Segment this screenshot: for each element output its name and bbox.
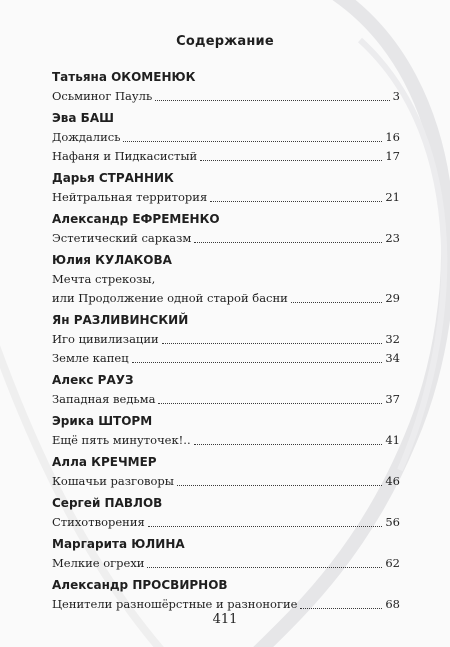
toc-entry (52, 349, 400, 368)
toc-entry-page: 62 (385, 556, 400, 570)
toc-author: Алекс РАУЗ (52, 373, 134, 387)
dot-leader (200, 159, 382, 161)
toc-author: Эва БАШ (52, 111, 114, 125)
toc-entry-page: 37 (385, 392, 400, 406)
dot-leader (162, 342, 383, 344)
toc-entry (52, 128, 400, 147)
dot-leader (177, 484, 382, 486)
toc-author: Дарья СТРАННИК (52, 171, 174, 185)
toc-author: Татьяна ОКОМЕНЮК (52, 70, 196, 84)
toc-entry-title-line: Мечта стрекозы, (52, 272, 156, 286)
dot-leader (194, 241, 382, 243)
toc-entry (52, 554, 400, 573)
dot-leader (155, 99, 389, 101)
toc-entry-page: 32 (385, 332, 400, 346)
page-number: 411 (212, 612, 238, 627)
dot-leader (147, 566, 382, 568)
toc-entry (52, 472, 400, 491)
toc-entry (52, 513, 400, 532)
toc-entry-page: 23 (385, 231, 400, 245)
toc-entry-page: 17 (385, 149, 400, 163)
toc-entry-title: Земле капец (52, 351, 129, 365)
toc-entry-title: Стихотворения (52, 515, 145, 529)
toc-entry-title-line: или Продолжение одной старой басни (52, 291, 288, 305)
toc-entry (52, 87, 400, 106)
toc-author: Ян РАЗЛИВИНСКИЙ (52, 313, 189, 327)
toc-entry-page: 3 (392, 89, 400, 103)
toc-author: Александр ПРОСВИРНОВ (52, 578, 228, 592)
toc-entry-title: Эстетический сарказм (52, 231, 192, 245)
toc-entry-page: 68 (385, 597, 400, 611)
toc-entry (52, 431, 400, 450)
toc-entry-title: Ещё пять минуточек!.. (52, 433, 191, 447)
toc-entry-title: Ценители разношёрстные и разноногие (52, 597, 298, 611)
page-title: Содержание (176, 34, 274, 49)
dot-leader (123, 140, 382, 142)
toc-entry-page: 41 (385, 433, 400, 447)
dot-leader (300, 607, 382, 609)
toc-author: Маргарита ЮЛИНА (52, 537, 185, 551)
toc-entry (52, 188, 400, 207)
toc-author: Александр ЕФРЕМЕНКО (52, 212, 220, 226)
toc-entry-title: Мелкие огрехи (52, 556, 145, 570)
toc-entry (52, 390, 400, 409)
toc-entry-page: 21 (385, 190, 400, 204)
dot-leader (194, 443, 383, 445)
dot-leader (210, 200, 382, 202)
table-of-contents (52, 68, 400, 614)
toc-entry-title: Иго цивилизации (52, 332, 159, 346)
toc-entry-title: Кошачьи разговоры (52, 474, 174, 488)
dot-leader (148, 525, 383, 527)
toc-author: Юлия КУЛАКОВА (52, 253, 172, 267)
toc-author: Алла КРЕЧМЕР (52, 455, 157, 469)
dot-leader (291, 301, 383, 303)
toc-entry-page: 56 (385, 515, 400, 529)
toc-entry-page: 29 (385, 291, 400, 305)
toc-entry-title: Нафаня и Пидкасистый (52, 149, 198, 163)
toc-entry-page: 34 (385, 351, 400, 365)
toc-entry (52, 270, 400, 308)
toc-entry-page: 16 (385, 130, 400, 144)
dot-leader (132, 361, 383, 363)
toc-entry-title: Дождались (52, 130, 121, 144)
toc-entry-page: 46 (385, 474, 400, 488)
toc-author: Эрика ШТОРМ (52, 414, 153, 428)
toc-author: Сергей ПАВЛОВ (52, 496, 163, 510)
toc-entry-title: Нейтральная территория (52, 190, 208, 204)
toc-entry (52, 147, 400, 166)
dot-leader (158, 402, 382, 404)
toc-entry-title: Западная ведьма (52, 392, 156, 406)
toc-entry-title: Осьминог Пауль (52, 89, 153, 103)
toc-entry (52, 330, 400, 349)
toc-entry (52, 229, 400, 248)
